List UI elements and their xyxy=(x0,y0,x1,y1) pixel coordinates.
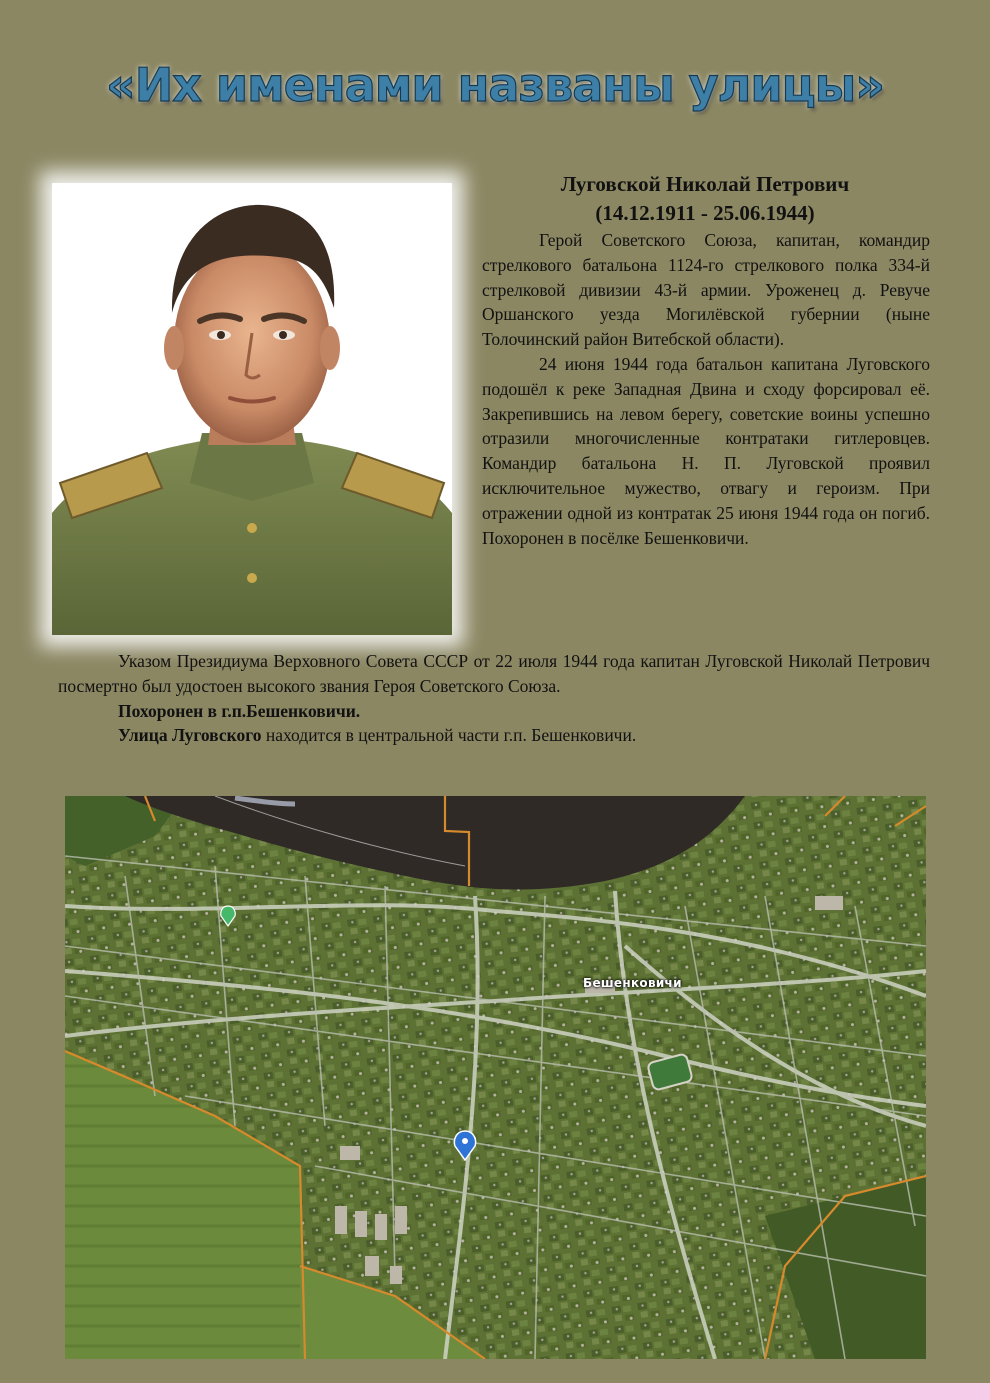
satellite-map[interactable] xyxy=(65,796,926,1359)
page-title: «Их именами названы улицы» xyxy=(105,58,884,112)
hero-dates: (14.12.1911 - 25.06.1944) xyxy=(595,201,815,225)
hero-name: Луговской Николай Петрович xyxy=(560,172,850,196)
bio-paragraph: Герой Советского Союза, капитан, командир стрелкового батальона 1124-го стрелкового полка 334-й стрелковой дивизии 43-й армии. Уроженец д. Ревуче Оршанского уезда Могилёвской губернии (ныне Толочинский район Витебской области). xyxy=(482,230,930,350)
footer-band xyxy=(0,1383,990,1400)
hero-biography xyxy=(482,228,930,550)
map-place-label: Бешенковичи xyxy=(583,976,682,990)
burial-paragraph xyxy=(58,699,930,724)
street-name: Улица Луговского xyxy=(118,725,262,746)
burial-text: Похоронен в г.п.Бешенковичи. xyxy=(118,700,361,721)
award-text xyxy=(58,649,930,748)
street-location: находится в центральной части г.п. Бешенковичи. xyxy=(261,725,637,746)
street-paragraph xyxy=(58,723,930,748)
bio-paragraph: 24 июня 1944 года батальон капитана Луговского подошёл к реке Западная Двина и сходу форсировал её. Закрепившись на левом берегу, советские воины успешно отразили многочисленные контратаки гитлеровцев. Командир батальона Н. П. Луговской проявил исключительное мужество, отвагу и героизм. При отражении одной из контратак 25 июня 1944 года он погиб. Похоронен в посёлке Бешенковичи. xyxy=(482,353,930,548)
hero-portrait xyxy=(52,183,452,635)
hero-name-block xyxy=(470,170,940,228)
decree-paragraph: Указом Президиума Верховного Совета СССР от 22 июля 1944 года капитан Луговской Николай Петрович посмертно был удостоен высокого звания Героя Советского Союза. xyxy=(58,651,930,696)
